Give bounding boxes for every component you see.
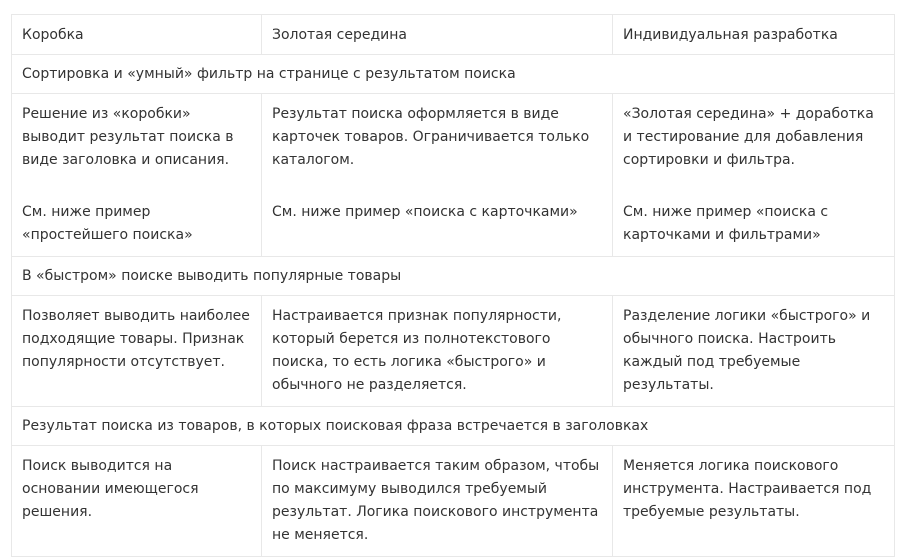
- table-row: [12, 296, 895, 407]
- table-row: [12, 446, 895, 557]
- table-header-row: [12, 15, 895, 55]
- cell-text: Результат поиска оформляется в виде карточек товаров. Ограничивается только каталогом.: [272, 106, 590, 168]
- comparison-table-wrapper: [11, 14, 893, 557]
- section-row: [12, 257, 895, 296]
- table-cell: [613, 94, 895, 257]
- cell-note: См. ниже пример «поиска с карточками»: [272, 204, 578, 220]
- table-cell: [12, 94, 262, 257]
- table-cell: Меняется логика поискового инструмента. Настраивается под требуемые результаты.: [613, 446, 895, 557]
- header-custom-development: Индивидуальная разработка: [613, 15, 895, 55]
- table-row: [12, 94, 895, 257]
- table-cell: Поиск настраивается таким образом, чтобы по максимуму выводился требуемый результат. Логика поискового инструмента не меняется.: [262, 446, 613, 557]
- table-cell: Позволяет выводить наиболее подходящие товары. Признак популярности отсутствует.: [12, 296, 262, 407]
- section-row: [12, 55, 895, 94]
- section-row: [12, 407, 895, 446]
- cell-note: См. ниже пример «поиска с карточками и фильтрами»: [623, 204, 829, 243]
- table-cell: Поиск выводится на основании имеющегося решения.: [12, 446, 262, 557]
- section-title: Сортировка и «умный» фильтр на странице с результатом поиска: [12, 55, 895, 94]
- table-cell: Настраивается признак популярности, который берется из полнотекстового поиска, то есть логика «быстрого» и обычного не разделяется.: [262, 296, 613, 407]
- header-golden-middle: Золотая середина: [262, 15, 613, 55]
- header-box: Коробка: [12, 15, 262, 55]
- table-cell: Разделение логики «быстрого» и обычного поиска. Настроить каждый под требуемые результаты.: [613, 296, 895, 407]
- table-cell: [262, 94, 613, 257]
- cell-text: Решение из «коробки» выводит результат поиска в виде заголовка и описания.: [22, 106, 234, 168]
- comparison-table: [11, 14, 895, 557]
- cell-text: «Золотая середина» + доработка и тестирование для добавления сортировки и фильтра.: [623, 106, 874, 168]
- section-title: Результат поиска из товаров, в которых поисковая фраза встречается в заголовках: [12, 407, 895, 446]
- cell-note: См. ниже пример «простейшего поиска»: [22, 204, 193, 243]
- section-title: В «быстром» поиске выводить популярные товары: [12, 257, 895, 296]
